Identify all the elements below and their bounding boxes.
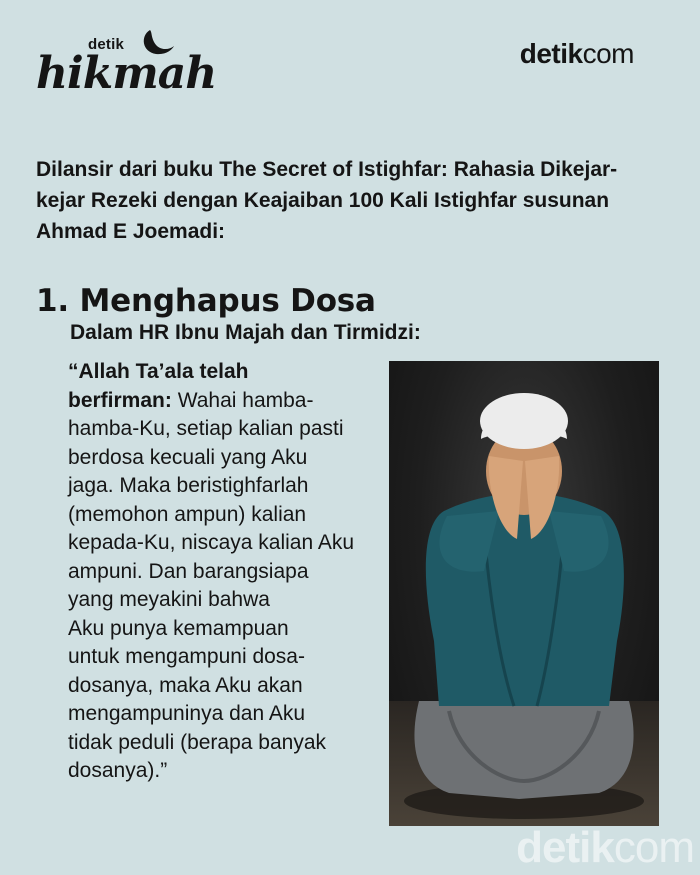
detikcom-watermark (516, 823, 694, 873)
logo-big-text: hikmah (36, 48, 217, 99)
detikcom-logo-light: com (582, 38, 634, 69)
quote-line: dosanya).” (68, 759, 168, 782)
detikcom-logo (520, 38, 634, 70)
quote-line: hamba-Ku, setiap kalian pasti (68, 417, 344, 440)
quote-bold-word: berfirman: (68, 388, 172, 412)
detik-hikmah-logo (36, 26, 217, 100)
quote-line: mengampuninya dan Aku (68, 702, 305, 725)
praying-man-illustration (389, 361, 659, 826)
quote-line: Aku punya kemampuan (68, 616, 289, 640)
section-heading: 1. Menghapus Dosa (36, 283, 376, 319)
quote-line-rest: Wahai hamba- (171, 388, 314, 412)
section-subheading: Dalam HR Ibnu Majah dan Tirmidzi: (70, 321, 421, 344)
watermark-light: com (613, 823, 694, 872)
quote-line: (memohon ampun) kalian (68, 502, 307, 526)
quote-line: dosanya, maka Aku akan (68, 673, 303, 697)
logo-small-text: detik (88, 36, 125, 53)
hadith-quote (68, 358, 388, 786)
watermark-bold: detik (516, 823, 614, 872)
quote-line: yang meyakini bahwa (68, 588, 270, 611)
intro-text: Dilansir dari buku The Secret of Istighfar: Rahasia Dikejar-kejar Rezeki dengan Keajaiban 100 Kali Istighfar susunan Ahmad E Joemadi: (36, 158, 618, 243)
quote-line: untuk mengampuni dosa- (68, 645, 305, 668)
quote-line: “Allah Ta’ala telah (68, 360, 249, 383)
quote-line: berdosa kecuali yang Aku (68, 445, 308, 469)
quote-line: ampuni. Dan barangsiapa (68, 559, 309, 583)
quote-line: jaga. Maka beristighfarlah (68, 474, 309, 497)
detikcom-logo-bold: detik (519, 38, 583, 69)
quote-line: tidak peduli (berapa banyak (68, 730, 327, 754)
quote-line: kepada-Ku, niscaya kalian Aku (68, 531, 355, 554)
praying-man-photo (389, 361, 659, 826)
quote-line (68, 387, 388, 416)
